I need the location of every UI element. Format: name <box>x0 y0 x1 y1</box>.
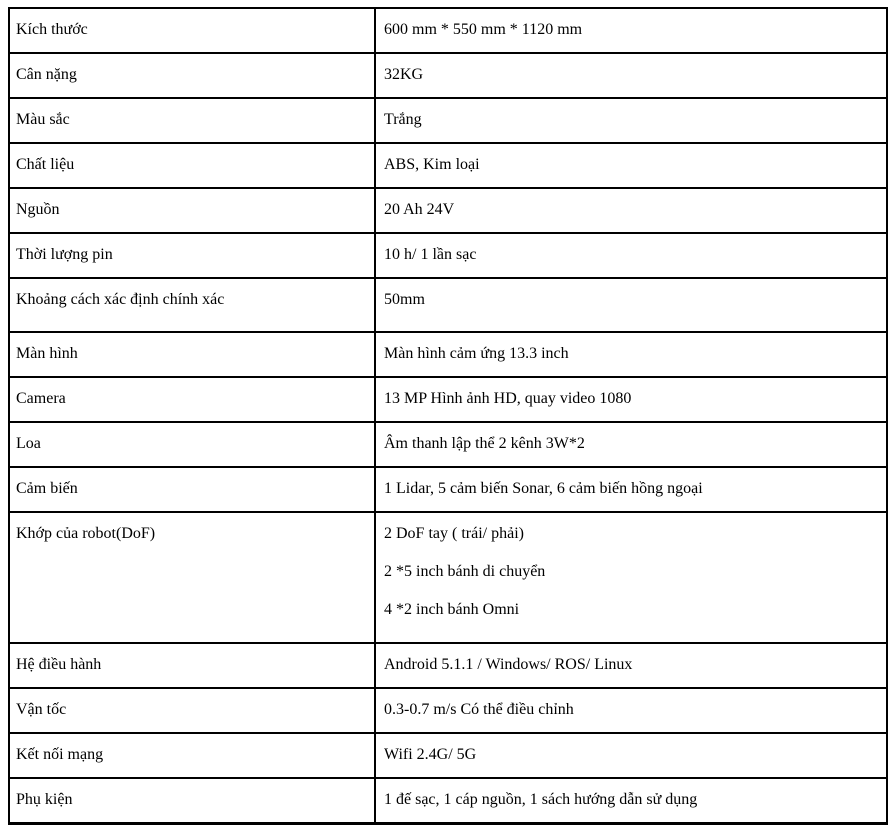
table-row <box>9 98 887 143</box>
spec-label-cell <box>9 467 375 512</box>
spec-value-line: 2 DoF tay ( trái/ phải) <box>384 525 524 542</box>
table-row <box>9 688 887 733</box>
spec-label-cell <box>9 143 375 188</box>
spec-label-cell <box>9 233 375 278</box>
spec-label: Chất liệu <box>16 156 75 173</box>
spec-label-cell <box>9 778 375 823</box>
spec-label: Hệ điều hành <box>16 656 102 673</box>
spec-value-line: 2 *5 inch bánh di chuyển <box>384 563 546 580</box>
spec-label: Loa <box>16 435 41 452</box>
spec-value-cell <box>375 643 887 688</box>
spec-label: Phụ kiện <box>16 791 73 808</box>
spec-label: Màn hình <box>16 345 78 362</box>
spec-label: Nguồn <box>16 201 60 218</box>
spec-value-cell <box>375 733 887 778</box>
spec-label: Khoảng cách xác định chính xác <box>16 291 225 308</box>
spec-value: Âm thanh lập thể 2 kênh 3W*2 <box>384 435 585 452</box>
spec-value-cell <box>375 53 887 98</box>
spec-value: ABS, Kim loại <box>384 156 480 173</box>
spec-sheet <box>8 7 888 825</box>
table-row <box>9 278 887 332</box>
table-row <box>9 422 887 467</box>
spec-value-cell <box>375 98 887 143</box>
spec-label: Cân nặng <box>16 66 77 83</box>
spec-value: Màn hình cảm ứng 13.3 inch <box>384 345 569 362</box>
spec-label-cell <box>9 688 375 733</box>
table-row <box>9 377 887 422</box>
spec-label: Cảm biến <box>16 480 78 497</box>
table-row <box>9 188 887 233</box>
spec-value: 50mm <box>384 291 425 308</box>
spec-value: 0.3-0.7 m/s Có thể điều chỉnh <box>384 701 574 718</box>
spec-label-cell <box>9 512 375 643</box>
spec-value-cell <box>375 377 887 422</box>
spec-label: Thời lượng pin <box>16 246 113 263</box>
spec-value-cell <box>375 278 887 332</box>
spec-value: 1 đế sạc, 1 cáp nguồn, 1 sách hướng dẫn sử dụng <box>384 791 698 808</box>
table-row <box>9 733 887 778</box>
spec-value-cell <box>375 143 887 188</box>
spec-label-cell <box>9 188 375 233</box>
spec-value-cell <box>375 467 887 512</box>
spec-value-cell <box>375 233 887 278</box>
spec-value: 10 h/ 1 lần sạc <box>384 246 477 263</box>
table-row <box>9 233 887 278</box>
spec-value: Wifi 2.4G/ 5G <box>384 746 477 763</box>
spec-label-cell <box>9 332 375 377</box>
spec-label: Camera <box>16 390 66 407</box>
spec-value-line: 4 *2 inch bánh Omni <box>384 601 520 618</box>
spec-value: Android 5.1.1 / Windows/ ROS/ Linux <box>384 656 633 673</box>
table-row <box>9 8 887 53</box>
spec-value-cell <box>375 778 887 823</box>
spec-label-cell <box>9 377 375 422</box>
spec-value: 13 MP Hình ảnh HD, quay video 1080 <box>384 390 632 407</box>
table-row <box>9 53 887 98</box>
spec-label-cell <box>9 8 375 53</box>
spec-label: Kết nối mạng <box>16 746 104 763</box>
spec-value-cell <box>375 8 887 53</box>
spec-label: Vận tốc <box>16 701 67 718</box>
spec-value: Trắng <box>384 111 422 128</box>
table-row <box>9 143 887 188</box>
spec-value: 600 mm * 550 mm * 1120 mm <box>384 21 583 38</box>
table-row <box>9 332 887 377</box>
spec-value-cell <box>375 512 887 643</box>
spec-value-cell <box>375 422 887 467</box>
table-row <box>9 467 887 512</box>
table-row <box>9 512 887 643</box>
spec-label: Màu sắc <box>16 111 70 128</box>
spec-label-cell <box>9 733 375 778</box>
spec-label-cell <box>9 422 375 467</box>
spec-label: Khớp của robot(DoF) <box>16 525 156 542</box>
spec-label-cell <box>9 98 375 143</box>
spec-table <box>8 7 888 825</box>
spec-label-cell <box>9 278 375 332</box>
spec-value: 1 Lidar, 5 cảm biến Sonar, 6 cảm biến hồng ngoại <box>384 480 703 497</box>
spec-value-cell <box>375 188 887 233</box>
spec-value: 32KG <box>384 66 424 83</box>
spec-label: Kích thước <box>16 21 88 38</box>
spec-label-cell <box>9 53 375 98</box>
spec-value-cell <box>375 332 887 377</box>
table-row <box>9 778 887 823</box>
spec-value-cell <box>375 688 887 733</box>
spec-label-cell <box>9 643 375 688</box>
spec-value: 20 Ah 24V <box>384 201 455 218</box>
table-row <box>9 643 887 688</box>
